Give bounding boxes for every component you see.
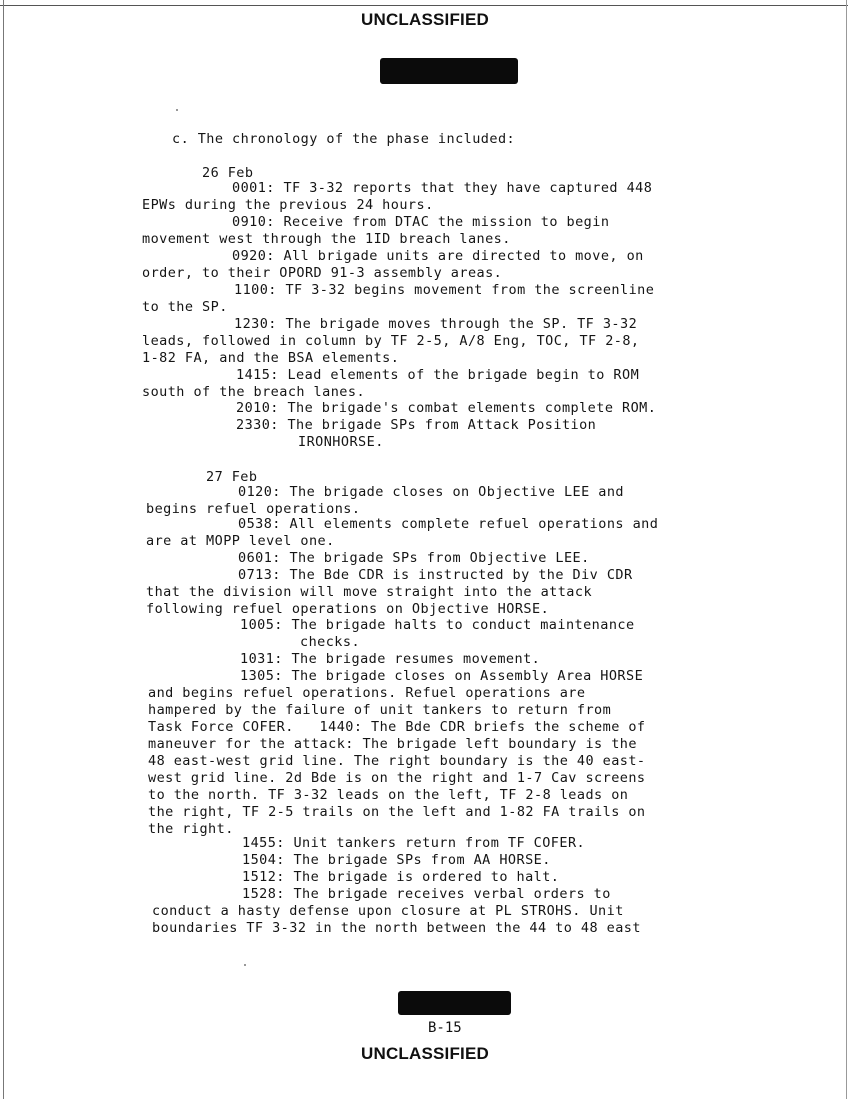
- entry-line: 48 east-west grid line. The right boundary is the 40 east-: [148, 753, 646, 769]
- redaction-block-bottom: [398, 991, 511, 1015]
- entry-line: 2010: The brigade's combat elements complete ROM.: [236, 400, 657, 416]
- entry-line: movement west through the 1ID breach lanes.: [142, 231, 511, 247]
- entry-line: 0120: The brigade closes on Objective LEE and: [238, 484, 624, 500]
- entry-line: 1528: The brigade receives verbal orders to: [242, 886, 611, 902]
- scan-speck: [244, 964, 246, 966]
- entry-line: and begins refuel operations. Refuel operations are: [148, 685, 586, 701]
- entry-line: 1512: The brigade is ordered to halt.: [242, 869, 560, 885]
- entry-line: south of the breach lanes.: [142, 384, 366, 400]
- entry-line: 1005: The brigade halts to conduct maintenance: [240, 617, 635, 633]
- entry-line: boundaries TF 3-32 in the north between the 44 to 48 east: [152, 920, 641, 936]
- entry-line: 1230: The brigade moves through the SP. TF 3-32: [234, 316, 638, 332]
- page-right-edge: [846, 0, 847, 1099]
- entry-line: 1031: The brigade resumes movement.: [240, 651, 541, 667]
- entry-line: 0001: TF 3-32 reports that they have captured 448: [232, 180, 653, 196]
- entry-line: Task Force COFER. 1440: The Bde CDR briefs the scheme of: [148, 719, 646, 735]
- entry-line: IRONHORSE.: [298, 434, 384, 450]
- entry-line: checks.: [300, 634, 361, 650]
- entry-line: leads, followed in column by TF 2-5, A/8 Eng, TOC, TF 2-8,: [142, 333, 640, 349]
- entry-line: begins refuel operations.: [146, 501, 361, 517]
- entry-line: 0920: All brigade units are directed to move, on: [232, 248, 644, 264]
- date-heading-27-feb: 27 Feb: [206, 469, 258, 485]
- entry-line: order, to their OPORD 91-3 assembly areas.: [142, 265, 503, 281]
- entry-line: that the division will move straight into the attack: [146, 584, 593, 600]
- entry-line: conduct a hasty defense upon closure at PL STROHS. Unit: [152, 903, 624, 919]
- page-number: B-15: [428, 1020, 462, 1036]
- entry-line: the right, TF 2-5 trails on the left and 1-82 FA trails on: [148, 804, 646, 820]
- entry-line: EPWs during the previous 24 hours.: [142, 197, 434, 213]
- entry-line: the right.: [148, 821, 234, 837]
- entry-line: maneuver for the attack: The brigade left boundary is the: [148, 736, 637, 752]
- entry-line: 1-82 FA, and the BSA elements.: [142, 350, 400, 366]
- entry-line: 1100: TF 3-32 begins movement from the screenline: [234, 282, 655, 298]
- entry-line: to the north. TF 3-32 leads on the left, TF 2-8 leads on: [148, 787, 629, 803]
- entry-line: 0538: All elements complete refuel operations and: [238, 516, 659, 532]
- classification-header: UNCLASSIFIED: [360, 10, 490, 29]
- entry-line: are at MOPP level one.: [146, 533, 335, 549]
- page-left-edge: [3, 0, 4, 1099]
- entry-line: 1504: The brigade SPs from AA HORSE.: [242, 852, 551, 868]
- entry-line: to the SP.: [142, 299, 228, 315]
- entry-line: 0601: The brigade SPs from Objective LEE.: [238, 550, 590, 566]
- entry-line: west grid line. 2d Bde is on the right and 1-7 Cav screens: [148, 770, 646, 786]
- classification-footer: UNCLASSIFIED: [360, 1044, 490, 1063]
- chronology-intro: c. The chronology of the phase included:: [172, 131, 516, 147]
- entry-line: hampered by the failure of unit tankers to return from: [148, 702, 612, 718]
- page-top-edge: [0, 5, 848, 6]
- scan-speck: [176, 109, 178, 111]
- entry-line: 1415: Lead elements of the brigade begin to ROM: [236, 367, 640, 383]
- entry-line: 0910: Receive from DTAC the mission to begin: [232, 214, 610, 230]
- date-heading-26-feb: 26 Feb: [202, 165, 254, 181]
- entry-line: 1455: Unit tankers return from TF COFER.: [242, 835, 586, 851]
- redaction-block-top: [380, 58, 518, 84]
- entry-line: 1305: The brigade closes on Assembly Area HORSE: [240, 668, 644, 684]
- entry-line: 2330: The brigade SPs from Attack Position: [236, 417, 597, 433]
- entry-line: following refuel operations on Objective HORSE.: [146, 601, 550, 617]
- entry-line: 0713: The Bde CDR is instructed by the Div CDR: [238, 567, 633, 583]
